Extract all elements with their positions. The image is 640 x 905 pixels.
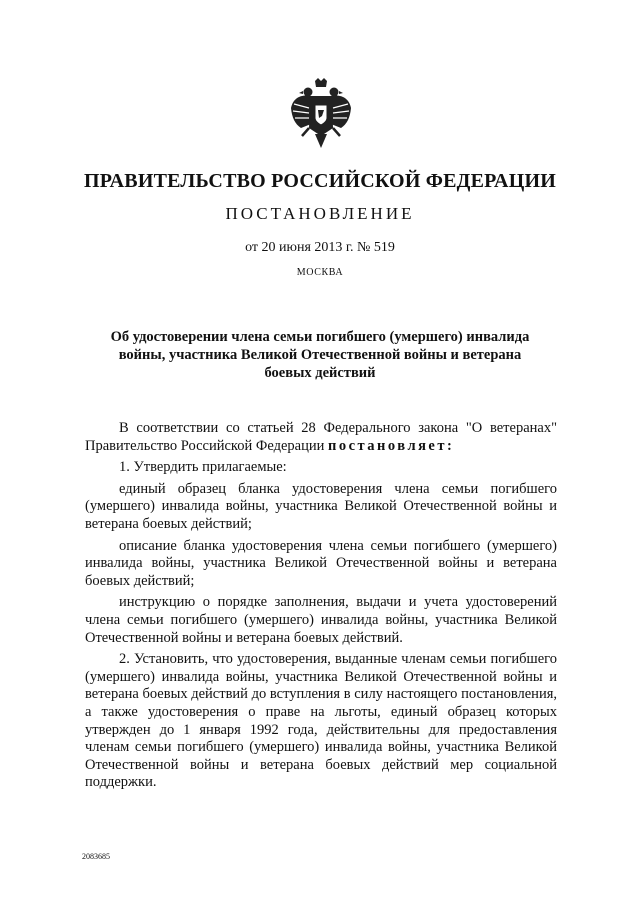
coat-of-arms-icon [289, 78, 353, 150]
item-2: 2. Установить, что удостоверения, выданные членам семьи погибшего (умершего) инвалида войны, участника Великой Отечественной войны и ветерана боевых действий до вступления в силу настоящего постановления, а также удостоверения о праве на льготы, единый образец которых утвержден до 1 января 1992 года, действительны для предоставления членам семьи погибшего (умершего) инвалида войны, участника Великой Отечественной войны и ветерана боевых действий мер социальной поддержки. [85, 651, 557, 791]
decree-body [85, 420, 557, 796]
intro-text: В соответствии со статьей 28 Федерального закона "О ветеранах" Правительство Российской Федерации [85, 420, 557, 454]
resolves-word: постановляет: [327, 437, 455, 454]
item-1: 1. Утвердить прилагаемые: [119, 459, 287, 476]
document-code: 2083685 [82, 852, 110, 861]
decree-date-number: от 20 июня 2013 г. № 519 [245, 240, 395, 255]
item-1-instruction: инструкцию о порядке заполнения, выдачи и учета удостоверений члена семьи погибшего (умершего) инвалида войны, участника Великой Отечественной войны и ветерана боевых действий. [85, 594, 557, 646]
intro-paragraph [85, 420, 557, 455]
document-type: ПОСТАНОВЛЕНИЕ [225, 204, 415, 223]
decree-subject [90, 328, 550, 382]
item-1-form: единый образец бланка удостоверения члена семьи погибшего (умершего) инвалида войны, участника Великой Отечественной войны и ветерана боевых действий; [85, 480, 557, 532]
government-title: ПРАВИТЕЛЬСТВО РОССИЙСКОЙ ФЕДЕРАЦИИ [84, 170, 556, 192]
subject-line: Об удостоверении члена семьи погибшего (умершего) инвалида [110, 329, 530, 345]
subject-line: боевых действий [264, 365, 376, 381]
subject-line: войны, участника Великой Отечественной войны и ветерана [118, 347, 522, 363]
item-1-description: описание бланка удостоверения члена семьи погибшего (умершего) инвалида войны, участника Великой Отечественной войны и ветерана боевых действий; [85, 537, 557, 589]
city: МОСКВА [296, 267, 344, 278]
